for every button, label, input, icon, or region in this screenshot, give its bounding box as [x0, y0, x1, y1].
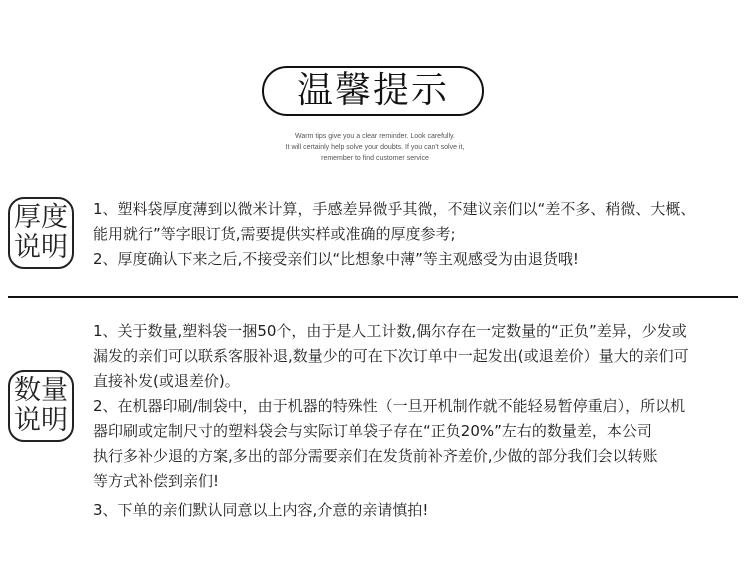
- subtitle: [0, 131, 750, 164]
- quantity-badge-line2: 说明: [14, 405, 68, 436]
- thickness-badge: [8, 197, 74, 269]
- thickness-badge-line2: 说明: [14, 232, 68, 263]
- subtitle-line: It will certainly help solve your doubts. If you can't solve it,: [285, 144, 465, 151]
- page-title: 温馨提示: [296, 70, 449, 111]
- subtitle-line: Warm tips give you a clear reminder. Look carefully.: [295, 133, 455, 140]
- thickness-section: [93, 197, 745, 272]
- quantity-item-2: 2、在机器印刷/制袋中，由于机器的特殊性（一旦开机制作就不能轻易暂停重启），所以机 器印刷或定制尺寸的塑料袋会与实际订单袋子存在“正负20%”左右的数量差，本公司 执行多补少退的方案,多出的部分需要亲们在发货前补齐差价,少做的部分我们会以转账 等方式补偿到亲们!: [93, 397, 686, 490]
- thickness-item-1: 1、塑料袋厚度薄到以微米计算，手感差异微乎其微，不建议亲们以“差不多、稍微、大概、 能用就行”等字眼订货,需要提供实样或准确的厚度参考;: [93, 200, 696, 243]
- title-box: [262, 66, 484, 116]
- quantity-badge: [8, 370, 74, 442]
- quantity-item-3: 3、下单的亲们默认同意以上内容,介意的亲请慎拍!: [93, 501, 429, 519]
- section-divider: [8, 296, 738, 298]
- subtitle-line: remember to find customer service: [321, 155, 429, 162]
- quantity-item-1: 1、关于数量,塑料袋一捆50个，由于是人工计数,偶尔存在一定数量的“正负”差异，少发或 漏发的亲们可以联系客服补退,数量少的可在下次订单中一起发出(或退差价）量大的亲们可 直接补发(或退差价)。: [93, 322, 689, 390]
- thickness-badge-line1: 厚度: [14, 202, 68, 233]
- quantity-badge-line1: 数量: [14, 375, 68, 406]
- thickness-item-2: 2、厚度确认下来之后,不接受亲们以“比想象中薄”等主观感受为由退货哦!: [93, 250, 579, 268]
- quantity-section: [93, 319, 745, 523]
